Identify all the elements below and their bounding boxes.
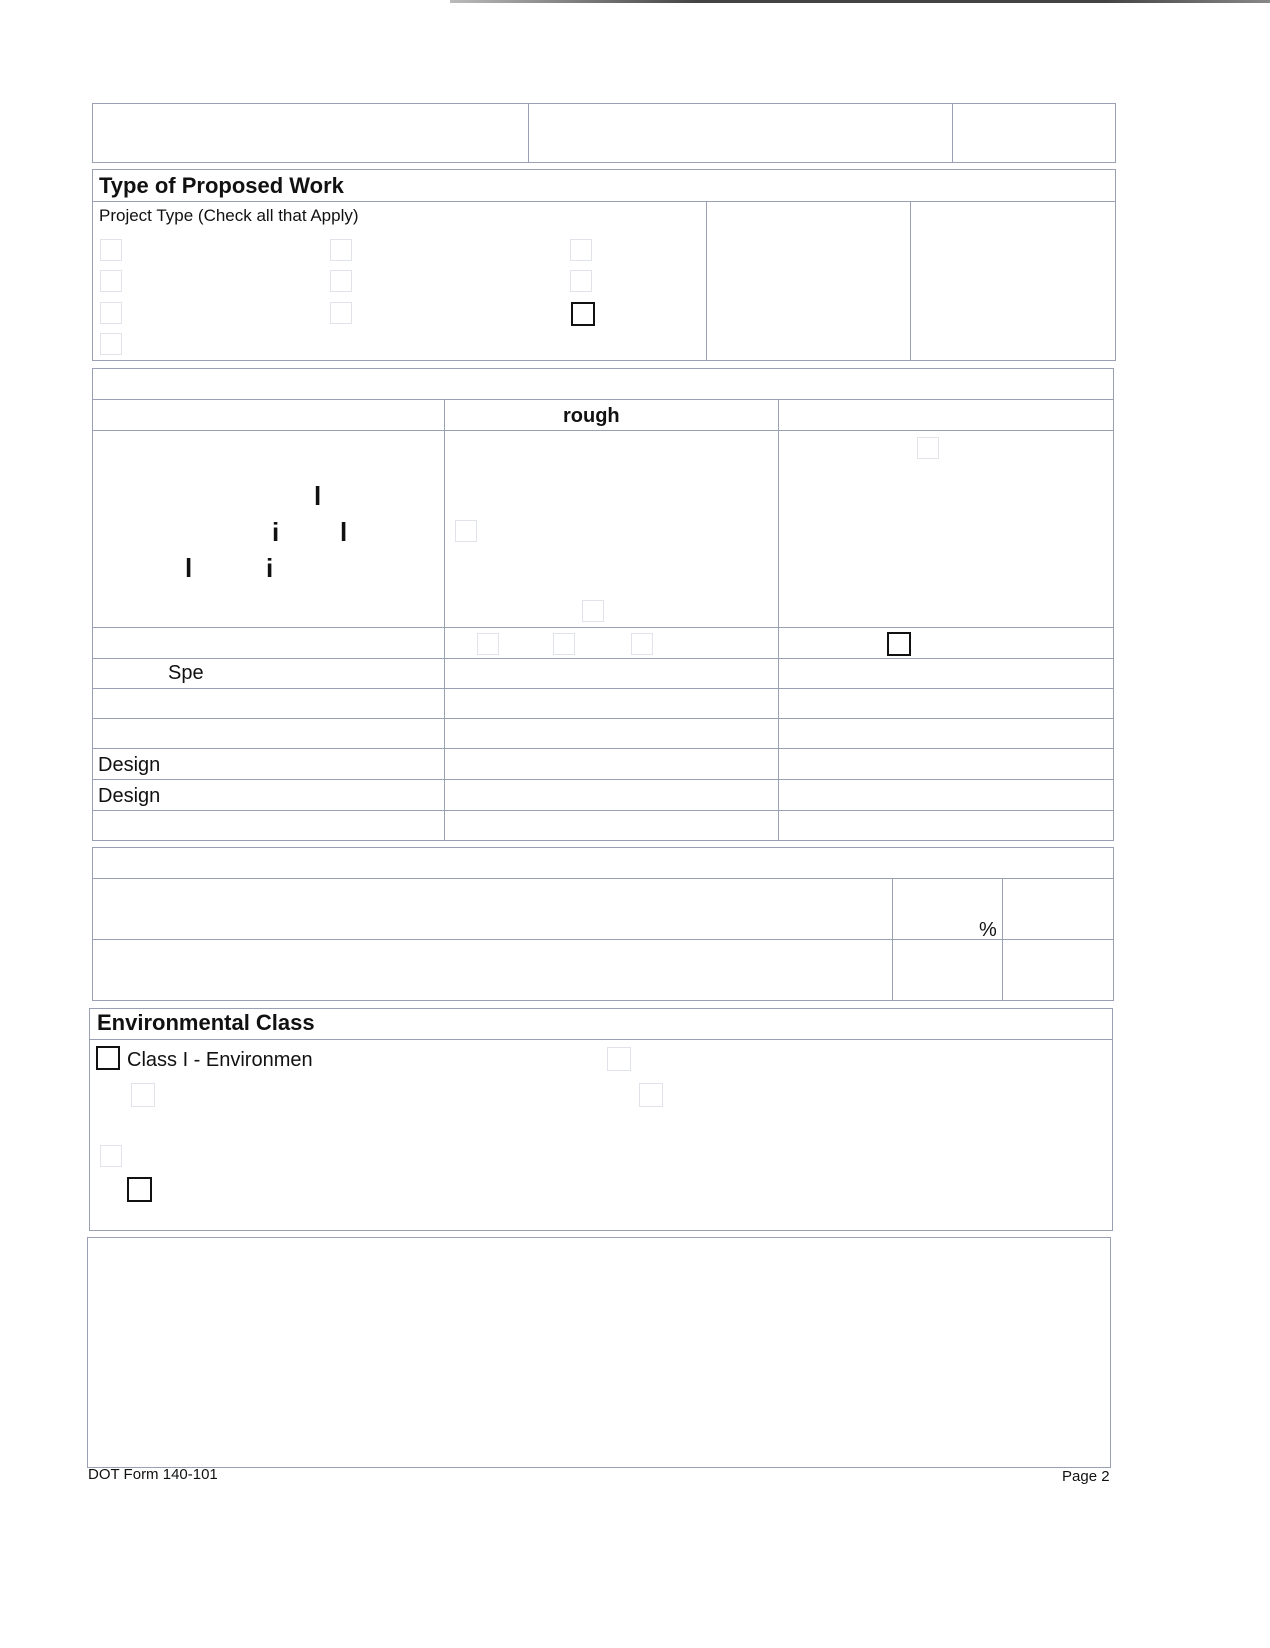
design-table-column-header: rough bbox=[563, 405, 620, 427]
glyph-fragment: l bbox=[314, 481, 322, 511]
classification-checkbox[interactable] bbox=[455, 520, 477, 542]
class-checkbox[interactable] bbox=[607, 1047, 631, 1071]
project-type-label: Project Type (Check all that Apply) bbox=[99, 206, 359, 225]
work-section-divider-2 bbox=[1002, 878, 1003, 1001]
terrain-checkbox-selected[interactable] bbox=[887, 632, 911, 656]
design-table-classification-row bbox=[92, 430, 1114, 628]
classification-checkbox[interactable] bbox=[582, 600, 604, 622]
terrain-checkbox[interactable] bbox=[477, 633, 499, 655]
speed-row-label: Spe bbox=[168, 662, 204, 684]
project-type-checkbox[interactable] bbox=[100, 239, 122, 261]
design-row-label-2: Design bbox=[98, 785, 161, 807]
project-type-checkbox[interactable] bbox=[100, 302, 122, 324]
work-section-row-2 bbox=[92, 939, 1114, 1001]
terrain-checkbox[interactable] bbox=[631, 633, 653, 655]
class-1-label: Class I - Environmen bbox=[127, 1049, 313, 1071]
class-checkbox[interactable] bbox=[100, 1145, 122, 1167]
class-1-checkbox[interactable] bbox=[96, 1046, 120, 1070]
class-checkbox[interactable] bbox=[639, 1083, 663, 1107]
project-type-checkbox[interactable] bbox=[570, 270, 592, 292]
project-type-checkbox[interactable] bbox=[330, 239, 352, 261]
project-type-checkbox[interactable] bbox=[100, 270, 122, 292]
design-table-row bbox=[92, 718, 1114, 749]
class-sub-checkbox[interactable] bbox=[127, 1177, 152, 1202]
design-table-speed-row bbox=[92, 658, 1114, 689]
project-type-checkbox[interactable] bbox=[330, 270, 352, 292]
header-info-box bbox=[92, 103, 1116, 163]
type-of-work-title: Type of Proposed Work bbox=[99, 173, 344, 198]
project-type-divider-1 bbox=[706, 201, 707, 361]
header-divider-1 bbox=[528, 103, 529, 163]
project-type-checkbox[interactable] bbox=[100, 333, 122, 355]
work-section-row-1 bbox=[92, 878, 1114, 940]
design-table-terrain-row bbox=[92, 627, 1114, 659]
project-type-checkbox[interactable] bbox=[330, 302, 352, 324]
design-row-label-1: Design bbox=[98, 754, 161, 776]
design-table-row bbox=[92, 688, 1114, 719]
header-divider-2 bbox=[952, 103, 953, 163]
project-type-divider-2 bbox=[910, 201, 911, 361]
design-table-design-row-1 bbox=[92, 748, 1114, 780]
project-type-checkbox-other[interactable] bbox=[571, 302, 595, 326]
form-number: DOT Form 140-101 bbox=[88, 1466, 218, 1483]
design-table-row bbox=[92, 810, 1114, 841]
remarks-box bbox=[87, 1237, 1111, 1468]
environmental-class-title: Environmental Class bbox=[97, 1010, 315, 1035]
page-number: Page 2 bbox=[1062, 1468, 1110, 1485]
classification-checkbox[interactable] bbox=[917, 437, 939, 459]
design-table-title-box bbox=[92, 368, 1114, 400]
scan-edge-line bbox=[450, 0, 1270, 3]
project-type-box bbox=[92, 201, 1116, 361]
glyph-fragment: i bbox=[272, 517, 280, 547]
terrain-checkbox[interactable] bbox=[553, 633, 575, 655]
work-section-title-box bbox=[92, 847, 1114, 879]
glyph-fragment: l bbox=[185, 553, 193, 583]
work-section-divider-1 bbox=[892, 878, 893, 1001]
glyph-fragment: l bbox=[340, 517, 348, 547]
class-checkbox[interactable] bbox=[131, 1083, 155, 1107]
percent-sign: % bbox=[979, 919, 997, 941]
project-type-checkbox[interactable] bbox=[570, 239, 592, 261]
glyph-fragment: i bbox=[266, 553, 274, 583]
design-table-design-row-2 bbox=[92, 779, 1114, 811]
